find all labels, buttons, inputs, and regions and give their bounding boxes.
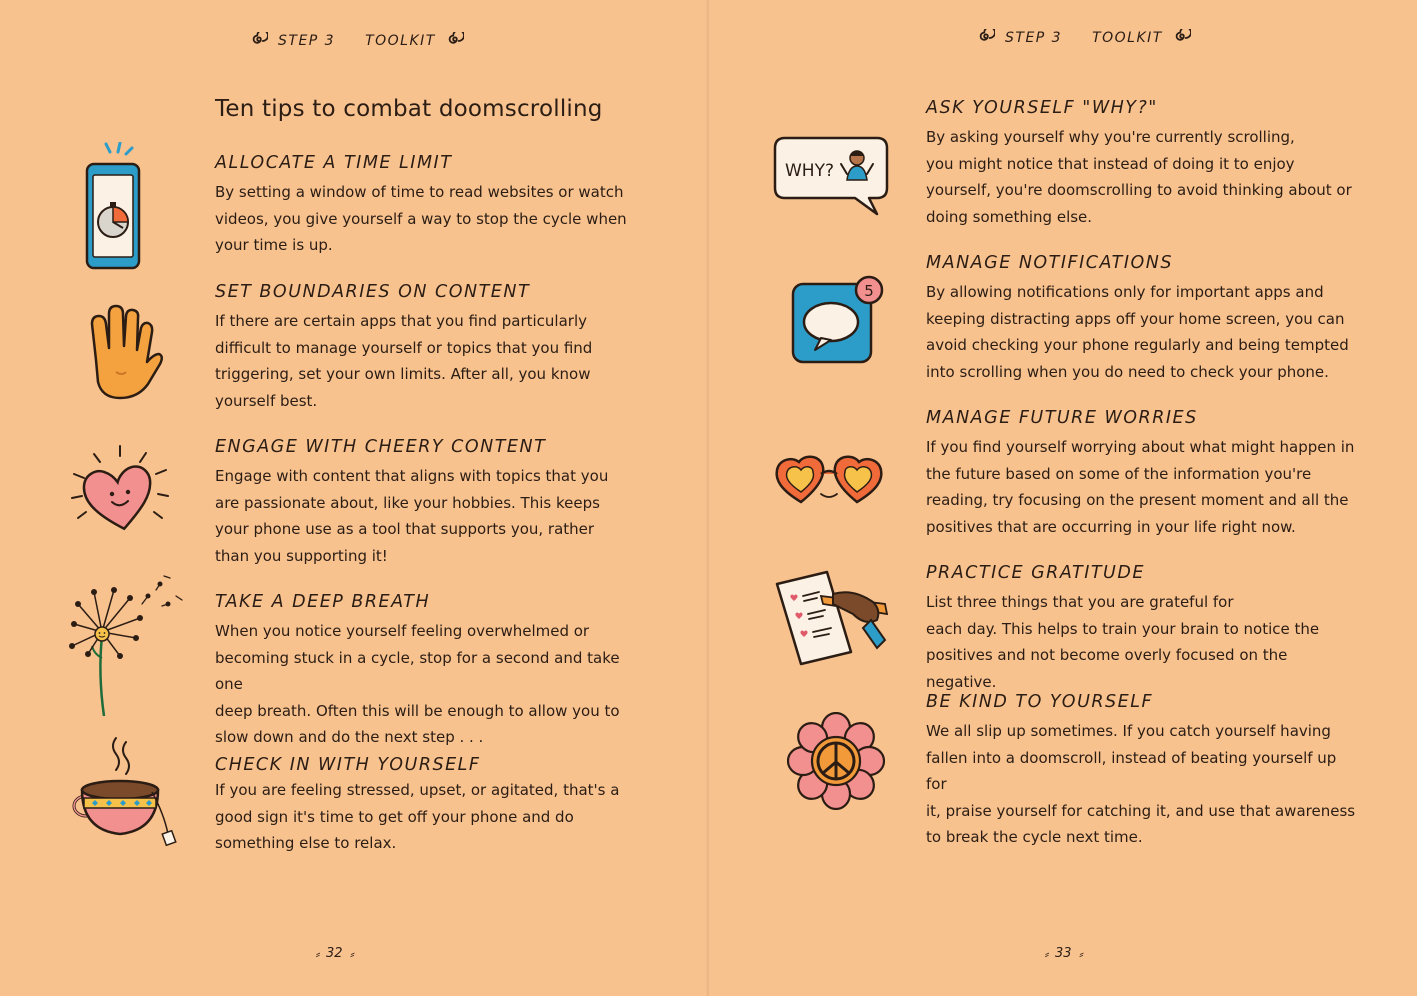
phone-timer-icon [78, 142, 148, 274]
tip-allocate-time-limit [215, 153, 645, 259]
page-title: Ten tips to combat doomscrolling [215, 96, 603, 122]
tip-set-boundaries [215, 282, 645, 414]
tip-ask-why [926, 98, 1356, 230]
why-speech-bubble-icon [773, 134, 891, 218]
swirl-icon [250, 32, 268, 50]
heart-glasses-icon [773, 452, 885, 508]
page-number-ornament: ⸗ [1079, 946, 1082, 961]
tip-future-worries [926, 408, 1356, 540]
running-head [250, 32, 464, 50]
tip-heading: SET BOUNDARIES ON CONTENT [215, 282, 531, 302]
tip-manage-notifications [926, 253, 1356, 385]
page-number-ornament: ⸗ [350, 946, 353, 961]
tip-body: If you find yourself worrying about what might happen in the future based on some of the information you're reading, try focusing on the present moment and all the positives that are occurring in your life right now. [926, 438, 1355, 536]
tip-body: By asking yourself why you're currently scrolling, you might notice that instead of doing it to enjoy yourself, you're doomscrolling to avoid thinking about or doing something else. [926, 128, 1352, 226]
left-page [0, 0, 708, 996]
running-head-section: TOOLKIT [365, 33, 436, 49]
tip-heading: ALLOCATE A TIME LIMIT [215, 153, 453, 173]
page-number-value: 32 [326, 946, 343, 961]
gratitude-list-icon [773, 568, 899, 666]
bubble-text: WHY? [785, 161, 834, 181]
swirl-icon [977, 29, 995, 47]
tip-body: List three things that you are grateful for each day. This helps to train your brain to notice the positives and not become overly focused on the negative. [926, 593, 1320, 691]
tip-engage-cheery-content [215, 437, 645, 569]
page-number [1045, 946, 1082, 961]
tip-heading: BE KIND TO YOURSELF [926, 692, 1154, 712]
tip-heading: TAKE A DEEP BREATH [215, 592, 431, 612]
smiling-heart-icon [70, 444, 170, 536]
running-head-section: TOOLKIT [1092, 30, 1163, 46]
tip-body: We all slip up sometimes. If you catch yourself having fallen into a doomscroll, instead of beating yourself up for it, praise yourself for catching it, and use that awareness to break the cycle next time. [926, 722, 1356, 846]
page-number-value: 33 [1055, 946, 1072, 961]
raised-hand-icon [80, 302, 164, 402]
tip-deep-breath [215, 592, 645, 751]
tip-body: When you notice yourself feeling overwhelmed or becoming stuck in a cycle, stop for a second and take one deep breath. Often this will be enough to allow you to slow down and do the next step . . . [215, 622, 620, 746]
tip-body: If you are feeling stressed, upset, or agitated, that's a good sign it's time to get off your phone and do something else to relax. [215, 781, 620, 852]
page-number-ornament: ⸗ [1045, 946, 1047, 961]
dandelion-icon [64, 574, 186, 720]
teacup-icon [68, 734, 180, 852]
tip-body: By setting a window of time to read websites or watch videos, you give yourself a way to stop the cycle when your time is up. [215, 183, 627, 254]
swirl-icon [446, 32, 464, 50]
tip-heading: PRACTICE GRATITUDE [926, 563, 1145, 583]
page-number-ornament: ⸗ [316, 946, 318, 961]
right-page [709, 0, 1417, 996]
running-head [977, 29, 1191, 47]
swirl-icon [1173, 29, 1191, 47]
tip-check-in [215, 755, 645, 857]
tip-practice-gratitude [926, 563, 1356, 695]
message-notification-icon [789, 274, 889, 366]
tip-heading: ENGAGE WITH CHEERY CONTENT [215, 437, 547, 457]
tip-body: If there are certain apps that you find particularly difficult to manage yourself or topics that you find triggering, set your own limits. After all, you know yourself best. [215, 312, 593, 410]
running-head-step: STEP 3 [278, 33, 336, 49]
page-number [316, 946, 353, 961]
tip-be-kind [926, 692, 1356, 851]
tip-heading: CHECK IN WITH YOURSELF [215, 755, 481, 775]
notification-badge-count: 5 [864, 282, 874, 300]
peace-flower-icon [787, 712, 885, 810]
tip-heading: MANAGE NOTIFICATIONS [926, 253, 1173, 273]
tip-heading: MANAGE FUTURE WORRIES [926, 408, 1198, 428]
tip-body: Engage with content that aligns with topics that you are passionate about, like your hobbies. This keeps your phone use as a tool that supports you, rather than you supporting it! [215, 467, 609, 565]
running-head-step: STEP 3 [1005, 30, 1063, 46]
tip-heading: ASK YOURSELF "WHY?" [926, 98, 1158, 118]
tip-body: By allowing notifications only for important apps and keeping distracting apps off your home screen, you can avoid checking your phone regularly and being tempted into scrolling when you do need to check your phone. [926, 283, 1349, 381]
